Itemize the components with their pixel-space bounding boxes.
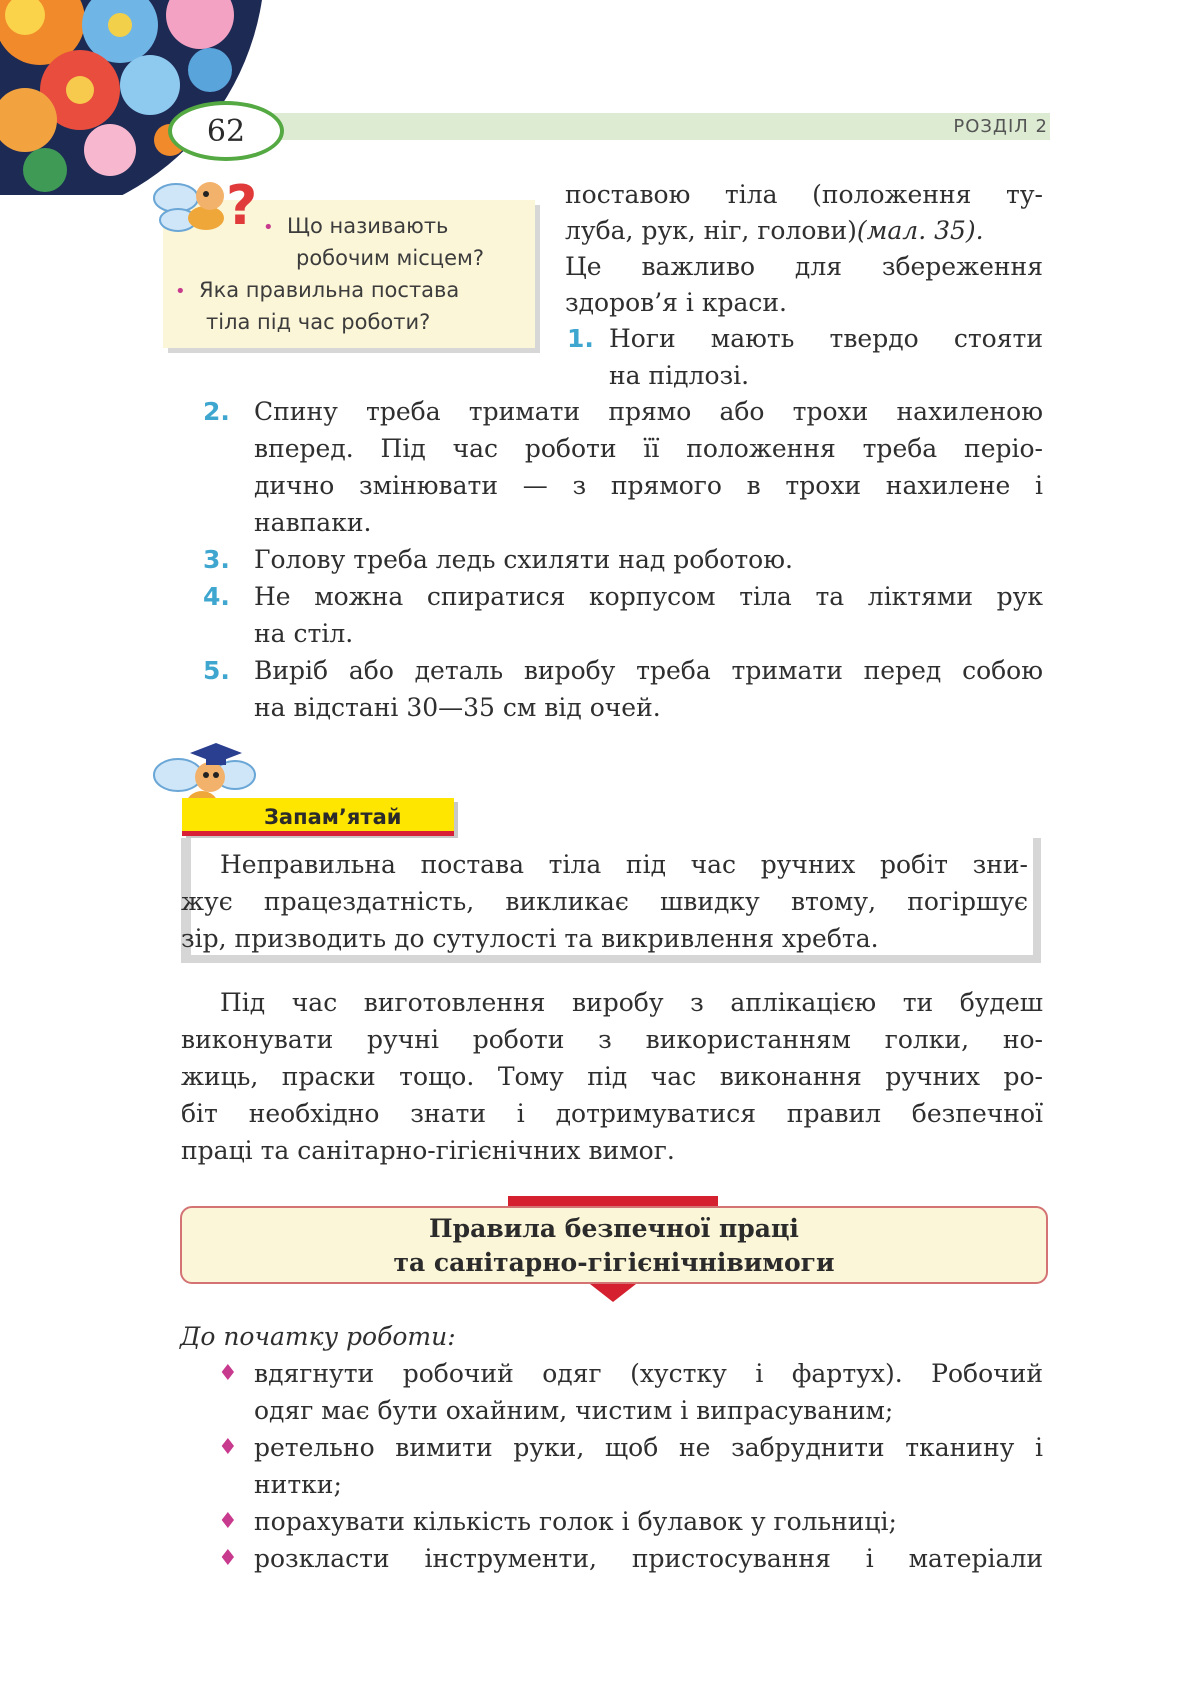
question-2-cont: тіла під час роботи? [206, 310, 431, 334]
list-number: 5. [203, 656, 230, 685]
remember-label: Запам’ятай [182, 798, 454, 836]
list-item-text: на відстані 30—35 см від очей. [254, 693, 661, 722]
rules-title-line-1: Правила безпечної праці [429, 1214, 799, 1243]
intro-line: луба, рук, ніг, голови)(мал. 35). [565, 216, 984, 245]
section-label: РОЗДІЛ 2 [953, 116, 1048, 137]
bullet-icon: • [263, 217, 274, 238]
intro-line: Це важливо для збереження [565, 252, 1043, 281]
list-item-text: ретельно вимити руки, щоб не забруднити тканину і [254, 1433, 1043, 1462]
page-number: 62 [168, 101, 284, 161]
question-1-cont: робочим місцем? [296, 246, 484, 270]
bullet-icon: • [175, 281, 186, 302]
bee-question-icon [148, 168, 258, 248]
bullet-icon: ♦ [218, 1435, 238, 1460]
svg-text:?: ? [226, 174, 258, 237]
list-item-text: на стіл. [254, 619, 354, 648]
bullet-icon: ♦ [218, 1361, 238, 1386]
bullet-icon: ♦ [218, 1546, 238, 1571]
list-item-text: розкласти інструменти, пристосування і матеріали [254, 1544, 1043, 1573]
question-1: • Що називають [263, 214, 449, 238]
list-number: 1. [567, 324, 594, 353]
list-item-text: Спину треба тримати прямо або трохи нахиленою [254, 397, 1043, 426]
intro-line: здоров’я і краси. [565, 288, 787, 317]
paragraph-line: праці та санітарно-гігієнічних вимог. [181, 1136, 675, 1165]
list-number: 3. [203, 545, 230, 574]
list-item-text: Голову треба ледь схиляти над роботою. [254, 545, 793, 574]
intro-line: поставою тіла (положення ту- [565, 180, 1043, 209]
list-item-text: вперед. Під час роботи її положення треба періо- [254, 434, 1043, 463]
list-item-text: нитки; [254, 1470, 342, 1499]
paragraph-line: Під час виготовлення виробу з аплікацією ти будеш [220, 988, 1043, 1017]
question-2: • Яка правильна постава [175, 278, 460, 302]
list-item-text: Ноги мають твердо стояти [609, 324, 1043, 353]
rules-title-line-2: та санітарно-гігієнічнівимоги [393, 1248, 835, 1277]
flower-decoration [0, 0, 270, 195]
list-item-text: дично змінювати — з прямого в трохи нахилене і [254, 471, 1043, 500]
list-item-text: навпаки. [254, 508, 372, 537]
list-item-text: порахувати кількість голок і булавок у гольниці; [254, 1507, 897, 1536]
list-item-text: Виріб або деталь виробу треба тримати перед собою [254, 656, 1043, 685]
paragraph-line: виконувати ручні роботи з використанням голки, но- [181, 1025, 1043, 1054]
list-item-text: на підлозі. [609, 361, 750, 390]
list-item-text: Не можна спиратися корпусом тіла та ліктями рук [254, 582, 1043, 611]
bullet-icon: ♦ [218, 1509, 238, 1534]
remember-line: Неправильна постава тіла під час ручних робіт зни- [220, 850, 1028, 879]
paragraph-line: біт необхідно знати і дотримуватися правил безпечної [181, 1099, 1043, 1128]
rules-title-box [180, 1206, 1048, 1284]
paragraph-line: жиць, праски тощо. Тому під час виконання ручних ро- [181, 1062, 1043, 1091]
list-number: 4. [203, 582, 230, 611]
remember-line: зір, призводить до сутулості та викривлення хребта. [181, 924, 879, 953]
list-item-text: одяг має бути охайним, чистим і випрасуваним; [254, 1396, 894, 1425]
remember-line: жує працездатність, викликає швидку втому, погіршує [181, 887, 1028, 916]
before-work-heading: До початку роботи: [180, 1322, 456, 1351]
header-band [255, 113, 1050, 140]
list-item-text: вдягнути робочий одяг (хустку і фартух). Робочий [254, 1359, 1043, 1388]
list-number: 2. [203, 397, 230, 426]
